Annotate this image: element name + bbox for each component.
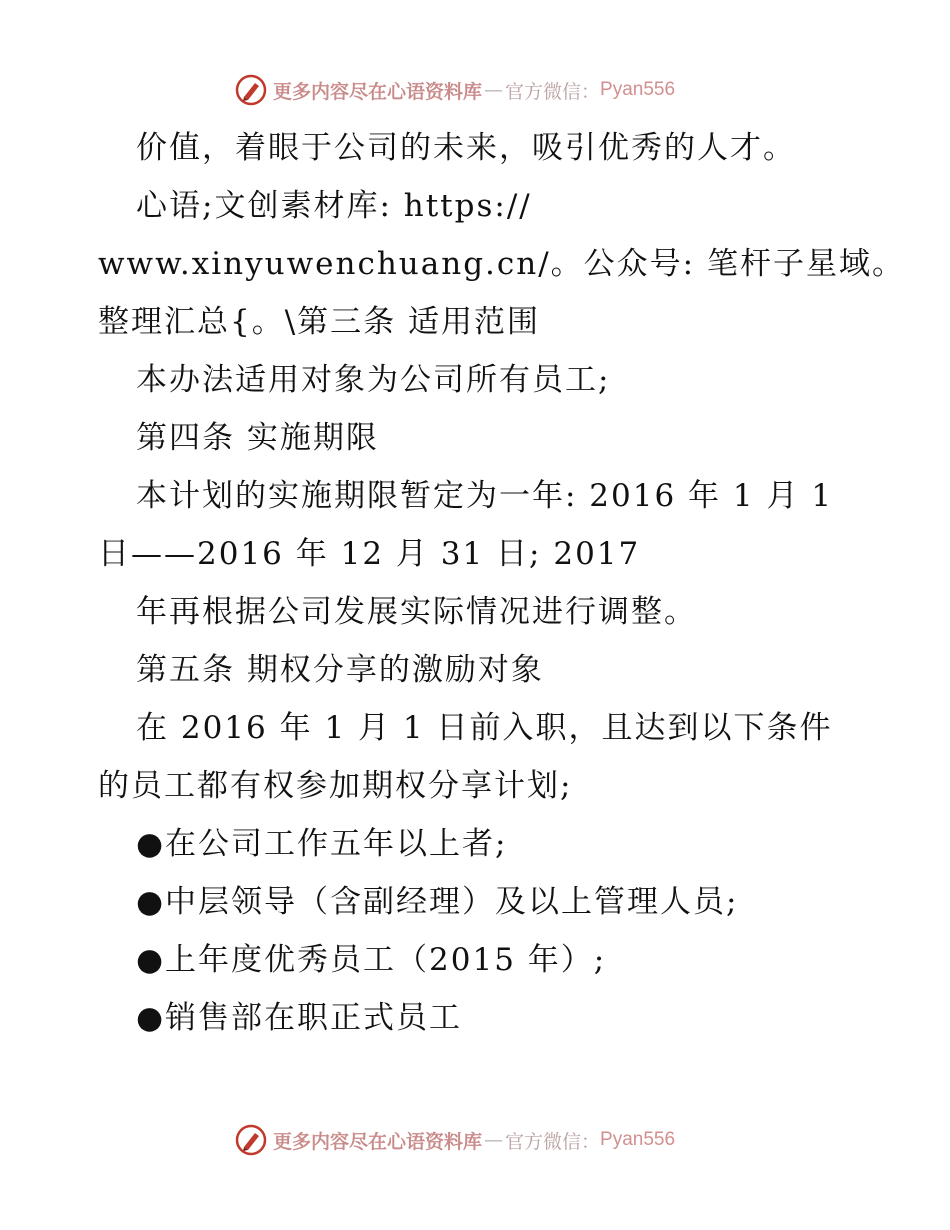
section-heading-5: 第五条 期权分享的激励对象 <box>136 652 544 688</box>
bullet-item-2: ●中层领导（含副经理）及以上管理人员; <box>136 884 739 920</box>
bullet-item-4: ●销售部在职正式员工 <box>136 1000 463 1036</box>
watermark-dash: — <box>484 1129 504 1151</box>
watermark-handle: Pyan556 <box>600 79 676 100</box>
watermark-wechat-label: 官方微信： <box>505 80 601 103</box>
text-line-7: 本计划的实施期限暂定为一年: 2016 年 1 月 1 <box>136 478 834 514</box>
text-line-9: 年再根据公司发展实际情况进行调整。 <box>136 594 697 630</box>
footer-watermark <box>235 1122 675 1158</box>
text-line-12: 的员工都有权参加期权分享计划; <box>98 768 573 804</box>
watermark-handle: Pyan556 <box>600 1129 676 1150</box>
watermark-wechat-label: 官方微信： <box>505 1130 601 1153</box>
text-line-8: 日——2016 年 12 月 31 日; 2017 <box>98 536 641 572</box>
text-line-2: 心语;文创素材库: https:// <box>136 188 532 224</box>
section-heading-4: 第四条 实施期限 <box>136 420 379 456</box>
bullet-item-3: ●上年度优秀员工（2015 年）; <box>136 942 607 978</box>
watermark-brand: 更多内容尽在心语资料库 <box>273 80 483 103</box>
text-line-1: 价值，着眼于公司的未来，吸引优秀的人才。 <box>136 130 796 166</box>
header-watermark <box>235 72 675 108</box>
text-line-3: www.xinyuwenchuang.cn/。公众号: 笔杆子星域。 <box>98 246 905 282</box>
watermark-dash: — <box>484 79 504 101</box>
text-line-4: 整理汇总{。\第三条 适用范围 <box>98 304 541 340</box>
pen-logo-icon <box>235 74 267 106</box>
bullet-item-1: ●在公司工作五年以上者; <box>136 826 508 862</box>
pen-logo-icon <box>235 1124 267 1156</box>
text-line-11: 在 2016 年 1 月 1 日前入职，且达到以下条件 <box>136 710 833 746</box>
text-line-5: 本办法适用对象为公司所有员工; <box>136 362 611 398</box>
watermark-brand: 更多内容尽在心语资料库 <box>273 1130 483 1153</box>
